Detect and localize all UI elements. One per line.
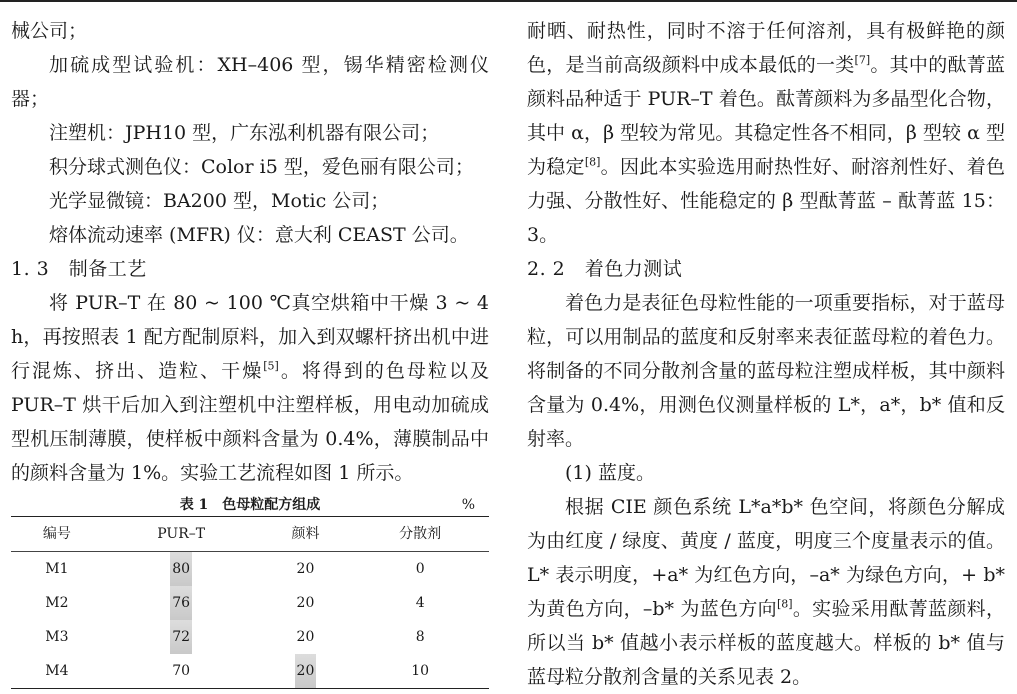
table-cell: 4	[415, 595, 425, 611]
formula-table	[11, 516, 489, 689]
paragraph: 着色力是表征色母粒性能的一项重要指标，对于蓝母粒，可以用制品的蓝度和反射率来表征蓝母粒的着色力。将制备的不同分散剂含量的蓝母粒注塑成样板，其中颜料含量为 0.4%，用测色仪测量样板的 L*，a*，b* 值和反射率。	[527, 292, 1005, 450]
table-cell	[103, 586, 260, 620]
paragraph-text: 。其中的酞菁蓝颜料品种适于 PUR–T 着色。酞菁颜料为多晶型化合物，其中 α，β 型较为常见。其稳定性各不相同，β 型较 α 型为稳定	[527, 54, 1005, 178]
table-cell: 20	[296, 561, 315, 577]
cell-value: 76	[170, 586, 192, 620]
table-1	[11, 494, 489, 689]
table-cell: 20	[296, 595, 315, 611]
equipment-item: 熔体流动速率 (MFR) 仪：意大利 CEAST 公司。	[49, 224, 469, 246]
equipment-item: 光学显微镜：BA200 型，Motic 公司；	[49, 190, 390, 212]
left-column	[11, 14, 489, 689]
equipment-item: 加硫成型试验机：XH–406 型，锡华精密检测仪器；	[11, 54, 489, 110]
paragraph-text: 耐晒、耐热性，同时不溶于任何溶剂，具有极鲜艳的颜色，是当前高级颜料中成本最低的一类	[527, 20, 1005, 76]
table-cell: M3	[45, 629, 69, 645]
table-row	[11, 586, 489, 620]
paragraph-text: 。实验采用酞菁蓝颜料，所以当 b* 值越小表示样板的蓝度越大。样板的 b* 值与蓝母粒分散剂含量的关系见表 2。	[527, 598, 1005, 688]
table-row	[11, 654, 489, 689]
table-cell	[260, 654, 352, 689]
citation: [8]	[584, 155, 601, 169]
top-rule	[0, 0, 1017, 2]
cell-value: 72	[170, 620, 192, 654]
table-cell: 20	[296, 629, 315, 645]
section-heading: 1. 3 制备工艺	[11, 258, 147, 280]
citation: [5]	[263, 359, 279, 373]
table-cell: M4	[45, 663, 69, 679]
table-cell: M1	[45, 561, 69, 577]
table-cell: 10	[411, 663, 430, 679]
paragraph: 械公司；	[11, 20, 88, 42]
table-cell: M2	[45, 595, 69, 611]
column-header: PUR–T	[157, 526, 206, 542]
citation: [8]	[776, 597, 793, 611]
section-heading: 2. 2 着色力测试	[527, 258, 683, 280]
table-caption-row	[11, 494, 489, 516]
table-cell: 70	[172, 663, 191, 679]
column-header: 分散剂	[399, 526, 442, 542]
paragraph	[527, 490, 1005, 694]
column-header: 编号	[42, 526, 71, 542]
paragraph	[11, 286, 489, 490]
paragraph-text: 。将得到的色母粒以及 PUR–T 烘干后加入到注塑机中注塑样板，用电动加硫成型机压制薄膜，使样板中颜料含量为 0.4%，薄膜制品中的颜料含量为 1%。实验工艺流程如图 1 所示。	[11, 360, 489, 484]
citation: [7]	[854, 53, 871, 67]
table-cell	[103, 620, 260, 654]
equipment-item: 注塑机：JPH10 型，广东泓利机器有限公司；	[49, 122, 440, 144]
paragraph-text: 。因此本实验选用耐热性好、耐溶剂性好、着色力强、分散性好、性能稳定的 β 型酞菁蓝 – 酞菁蓝 15：3。	[527, 156, 1005, 246]
table-row	[11, 552, 489, 587]
table-cell: 8	[415, 629, 425, 645]
cell-value: 20	[295, 654, 317, 688]
table-header-row	[11, 517, 489, 552]
cell-value: 80	[170, 552, 192, 586]
paragraph-text: 根据 CIE 颜色系统 L*a*b* 色空间，将颜色分解成为由红度 / 绿度、黄度 / 蓝度，明度三个度量表示的值。L* 表示明度，+a* 为红色方向，–a* 为绿色方向，+ b* 为黄色方向，–b* 为蓝色方向	[527, 496, 1005, 620]
table-caption: 表 1 色母粒配方组成	[179, 497, 321, 513]
right-column	[527, 14, 1005, 694]
paragraph-text: 将 PUR–T 在 80 ~ 100 ℃真空烘箱中干燥 3 ~ 4 h，再按照表 1 配方配制原料，加入到双螺杆挤出机中进行混炼、挤出、造粒、干燥	[11, 292, 489, 382]
column-header: 颜料	[291, 526, 320, 542]
paragraph	[527, 14, 1005, 252]
table-cell	[103, 552, 260, 587]
table-cell: 0	[415, 561, 425, 577]
table-unit: %	[461, 497, 475, 513]
table-row	[11, 620, 489, 654]
equipment-item: 积分球式测色仪：Color i5 型，爱色丽有限公司；	[49, 156, 474, 178]
paragraph: (1) 蓝度。	[565, 462, 655, 484]
